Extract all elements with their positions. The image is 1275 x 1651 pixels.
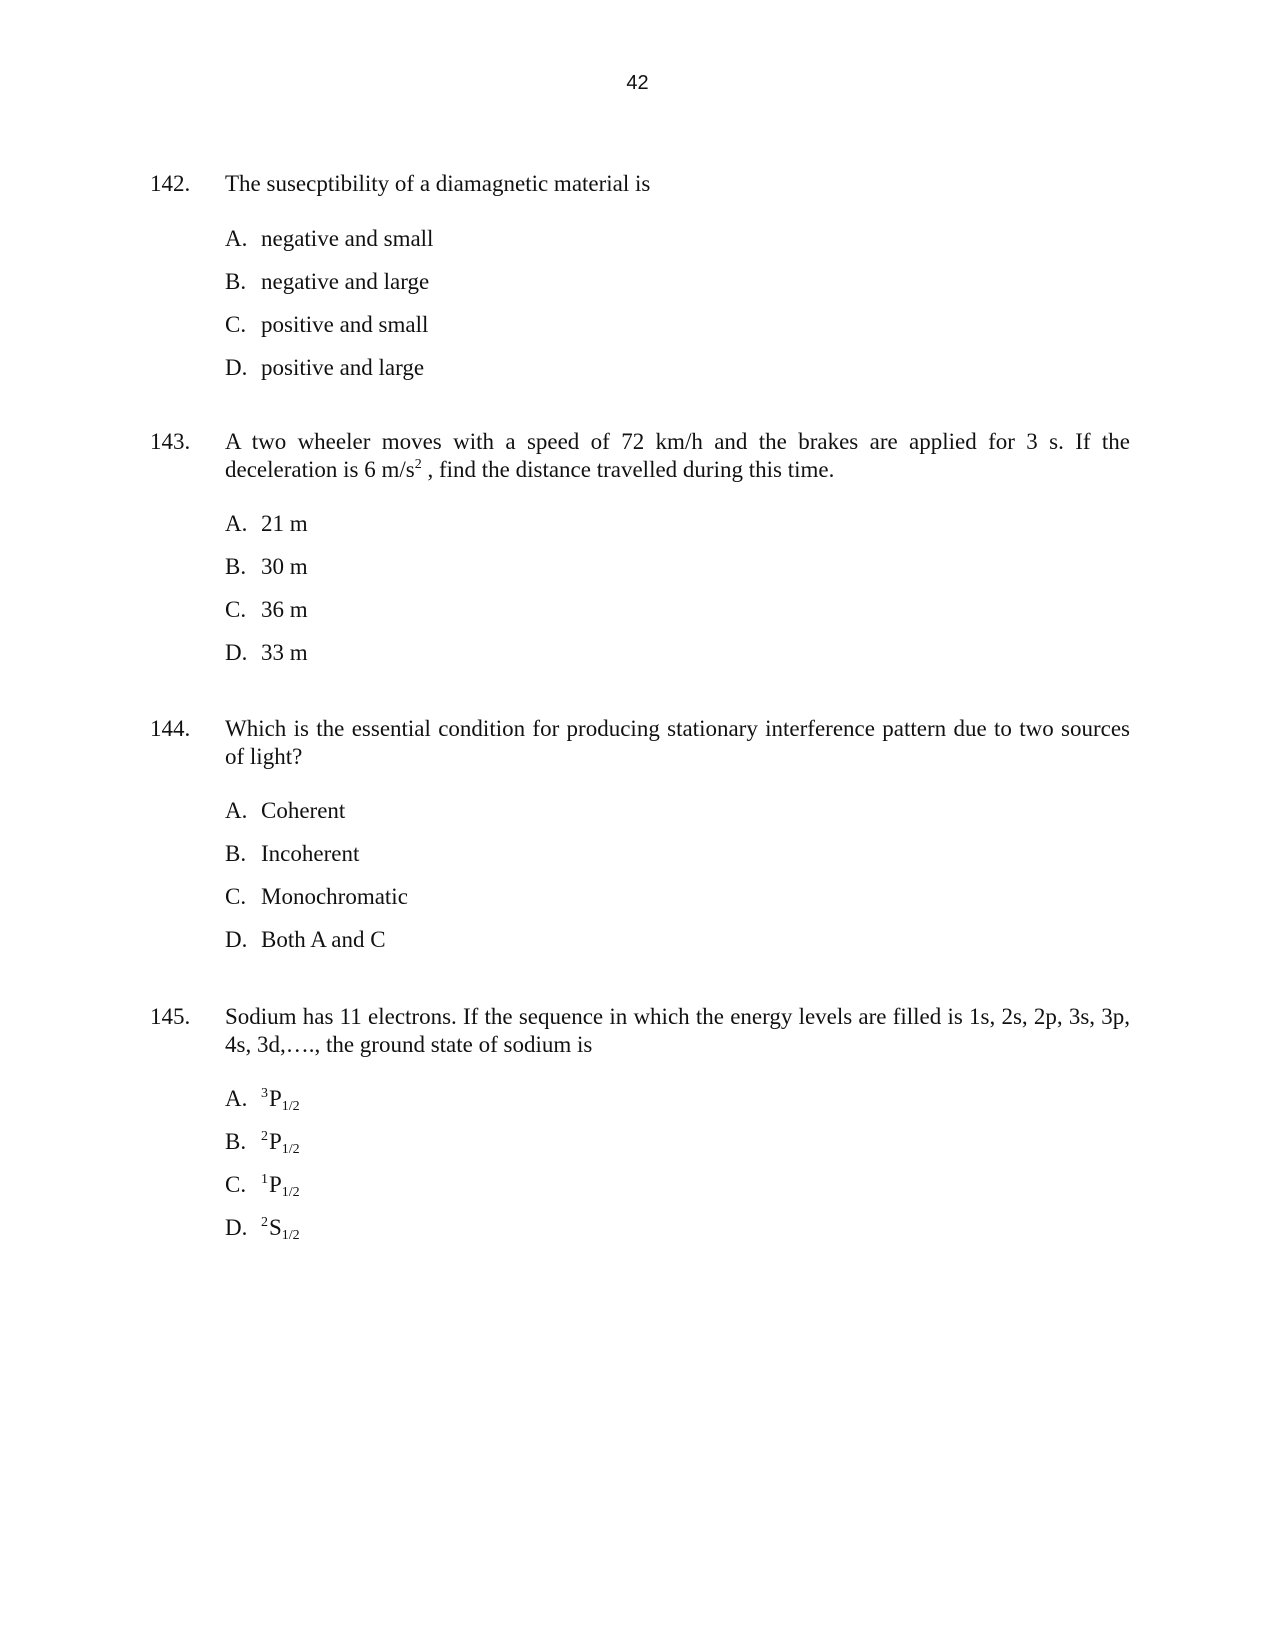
option-letter: A.	[225, 1086, 248, 1111]
option-letter: C.	[225, 312, 247, 337]
question-number: 142.	[150, 171, 191, 196]
option-letter: D.	[225, 1215, 248, 1240]
options-list	[225, 225, 433, 397]
option-letter: D.	[225, 927, 248, 952]
option-text: 36 m	[261, 597, 308, 622]
option-letter: A.	[225, 511, 248, 536]
term-j-value: 1/2	[281, 1185, 300, 1200]
term-multiplicity: 2	[261, 1129, 268, 1144]
option-text: 33 m	[261, 640, 308, 665]
question-number: 144.	[150, 716, 191, 741]
option-b	[225, 268, 433, 311]
question-number: 143.	[150, 429, 191, 454]
option-d	[225, 639, 308, 682]
options-list	[225, 1085, 300, 1257]
option-d	[225, 354, 433, 397]
option-letter: B.	[225, 841, 247, 866]
option-d	[225, 926, 408, 969]
question-text: The susecptibility of a diamagnetic material is	[225, 171, 651, 196]
option-text: negative and small	[261, 226, 434, 251]
term-j-value: 1/2	[281, 1099, 300, 1114]
option-text: 21 m	[261, 511, 308, 536]
term-letter: S	[269, 1215, 282, 1240]
term-letter: P	[269, 1086, 282, 1111]
page-number: 42	[626, 72, 649, 94]
term-j-value: 1/2	[281, 1142, 300, 1157]
option-text: Both A and C	[261, 927, 386, 952]
option-a	[225, 225, 433, 268]
option-b	[225, 553, 308, 596]
term-j-value: 1/2	[281, 1228, 300, 1243]
option-text: 30 m	[261, 554, 308, 579]
option-letter: D.	[225, 355, 248, 380]
term-multiplicity: 3	[261, 1086, 268, 1101]
question-text: Which is the essential condition for producing stationary interference pattern due to two sources of light?	[225, 716, 1130, 769]
term-multiplicity: 2	[261, 1215, 268, 1230]
option-letter: A.	[225, 798, 248, 823]
option-c	[225, 883, 408, 926]
option-text: Incoherent	[261, 841, 360, 866]
question-text-part1: A two wheeler moves with a speed of 72 km/h and the brakes are applied for 3 s. If the deceleration is 6 m/s	[225, 429, 1130, 482]
option-a	[225, 797, 408, 840]
option-text: positive and large	[261, 355, 425, 380]
term-letter: P	[269, 1129, 282, 1154]
option-letter: D.	[225, 640, 248, 665]
options-list	[225, 510, 308, 682]
option-letter: C.	[225, 597, 247, 622]
option-a	[225, 1085, 300, 1128]
option-b	[225, 840, 408, 883]
option-text: Coherent	[261, 798, 346, 823]
option-letter: B.	[225, 554, 247, 579]
question-text	[225, 428, 1130, 484]
term-multiplicity: 1	[261, 1172, 268, 1187]
option-letter: C.	[225, 884, 247, 909]
question-text-part2: , find the distance travelled during this time.	[421, 457, 835, 482]
question-number: 145.	[150, 1004, 191, 1029]
option-text: Monochromatic	[261, 884, 408, 909]
option-c	[225, 1171, 300, 1214]
option-b	[225, 1128, 300, 1171]
option-d	[225, 1214, 300, 1257]
options-list	[225, 797, 408, 969]
superscript: 2	[414, 457, 422, 472]
option-text: positive and small	[261, 312, 429, 337]
term-letter: P	[269, 1172, 282, 1197]
option-c	[225, 311, 433, 354]
option-c	[225, 596, 308, 639]
option-letter: B.	[225, 1129, 247, 1154]
option-letter: B.	[225, 269, 247, 294]
question-text: Sodium has 11 electrons. If the sequence in which the energy levels are filled is 1s, 2s, 2p, 3s, 3p, 4s, 3d,…., the ground state of sodium is	[225, 1004, 1130, 1057]
option-text: negative and large	[261, 269, 430, 294]
option-letter: C.	[225, 1172, 247, 1197]
option-a	[225, 510, 308, 553]
option-letter: A.	[225, 226, 248, 251]
